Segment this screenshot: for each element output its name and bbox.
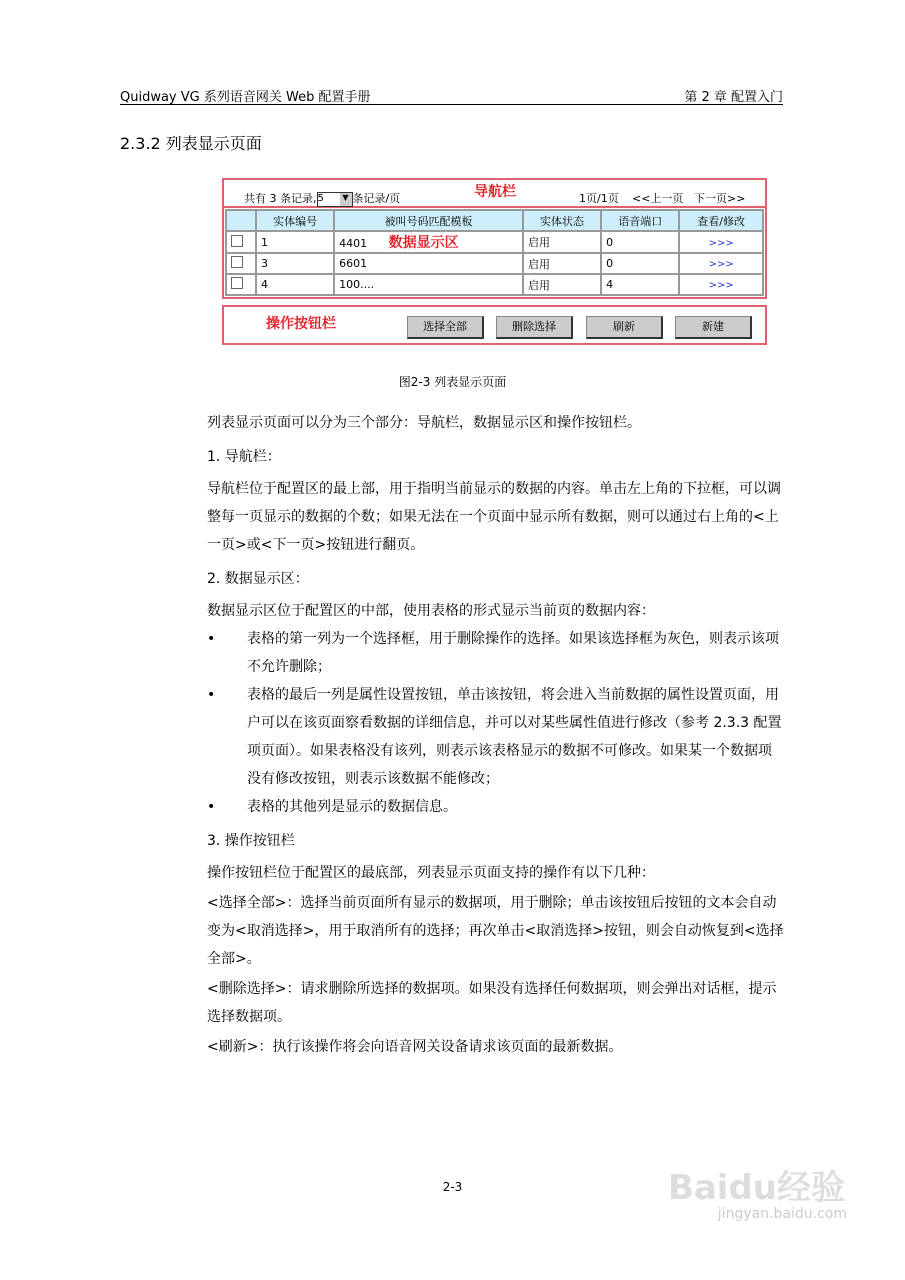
watermark-url: jingyan.baidu.com bbox=[717, 1206, 847, 1222]
list-item: • 表格的其他列是显示的数据信息。 bbox=[247, 793, 785, 821]
new-button[interactable]: 新建 bbox=[675, 316, 752, 339]
edit-link[interactable]: >>> bbox=[708, 237, 734, 249]
data-area bbox=[222, 208, 767, 299]
per-page-select[interactable]: 5 ▼ bbox=[317, 192, 353, 207]
page-indicator: 1页/1页 bbox=[579, 192, 619, 205]
refresh-button[interactable]: 刷新 bbox=[586, 316, 663, 339]
figure bbox=[222, 178, 767, 345]
data-table bbox=[225, 209, 764, 296]
list-item: • 表格的最后一列是属性设置按钮，单击该按钮，将会进入当前数据的属性设置页面，用户可以在该页面察看数据的详细信息，并可以对某些属性值进行修改（参考 2.3.3 配置项页面）。如果表格没有该列，则表示该表格显示的数据不可修改。如果某一个数据项没有修改按钮，则表示该数据不能修改； bbox=[247, 681, 785, 793]
bullet-list bbox=[207, 625, 785, 821]
edit-link[interactable]: >>> bbox=[708, 280, 734, 291]
nav-bar bbox=[222, 178, 767, 208]
page-number: 2-3 bbox=[442, 1180, 463, 1194]
running-header bbox=[120, 86, 783, 105]
per-page-suffix: 条记录/页 bbox=[352, 192, 401, 205]
button-bar-label: 操作按钮栏 bbox=[266, 316, 336, 332]
edit-link[interactable]: >>> bbox=[708, 259, 734, 270]
body-text: 列表显示页面可以分为三个部分：导航栏，数据显示区和操作按钮栏。 1. 导航栏： 导航栏位于配置区的最上部，用于指明当前显示的数据的内容。单击左上角的下拉框，可以调整每一页显示的数据的个数；如果无法在一个页面中显示所有数据，则可以通过右上角的<上一页>或<下一页>按钮进行翻页。 2. 数据显示区： 数据显示区位于配置区的中部，使用表格的形式显示当前页的数据内容： • 表格的第一列为一个选择框，用于删除操作的选择。如果该选择框为灰色，则表示该项不允许删除； • 表格的最后一列是属性设置按钮，单击该按钮，将会进入当前数据的属性设置页面，用户可以在该页面察看数据的详细信息，并可以对某些属性值进行修改（参考 2.3.3 配置项页面）。如果表格没有该列，则表示该表格显示的数据不可修改。如果某一个数据项没有修改按钮，则表示该数据不能修改； • 表格的其他列是显示的数据信息。 3. 操作按钮栏 操作按钮栏位于配置区的最底部，列表显示页面支持的操作有以下几种： <选择全部>：选择当前页面所有显示的数据项，用于删除；单击该按钮后按钮的文本会自动变为<取消选择>，用于取消所有的选择；再次单击<取消选择>按钮，则会自动恢复到<选择全部>。 <删除选择>：请求删除所选择的数据项。如果没有选择任何数据项，则会弹出对话框，提示选择数据项。 <刷新>：执行该操作将会向语音网关设备请求该页面的最新数据。 bbox=[207, 409, 785, 1061]
table-row: 3 6601 启用 0 >>> bbox=[227, 254, 762, 273]
section-title: 2.3.2 列表显示页面 bbox=[120, 134, 262, 153]
list-item: • 表格的第一列为一个选择框，用于删除操作的选择。如果该选择框为灰色，则表示该项不允许删除； bbox=[247, 625, 785, 681]
header-left: Quidway VG 系列语音网关 Web 配置手册 bbox=[120, 90, 371, 105]
table-header: 实体编号 被叫号码匹配模板 实体状态 语音端口 查看/修改 bbox=[227, 211, 762, 230]
subheading: 1. 导航栏： bbox=[207, 449, 281, 465]
button-bar bbox=[222, 305, 767, 345]
header-right: 第 2 章 配置入门 bbox=[684, 90, 783, 105]
table-row: 4 100.... 启用 4 >>> bbox=[227, 275, 762, 294]
table-row: 1 4401 数据显示区 启用 0 >>> bbox=[227, 232, 762, 252]
row-checkbox[interactable] bbox=[231, 256, 243, 268]
subheading: 2. 数据显示区： bbox=[207, 571, 309, 587]
figure-caption: 图2-3 列表显示页面 bbox=[398, 375, 507, 389]
row-checkbox[interactable] bbox=[231, 235, 243, 247]
data-area-label: 数据显示区 bbox=[388, 235, 459, 251]
prev-page-link[interactable]: <<上一页 bbox=[632, 192, 684, 205]
subheading: 3. 操作按钮栏 bbox=[207, 833, 295, 849]
record-total: 共有 3 条记录, bbox=[244, 192, 317, 205]
per-page-control bbox=[244, 190, 400, 207]
select-all-button[interactable]: 选择全部 bbox=[407, 316, 484, 339]
dropdown-arrow-icon: ▼ bbox=[340, 193, 352, 206]
delete-selected-button[interactable]: 删除选择 bbox=[496, 316, 573, 339]
row-checkbox[interactable] bbox=[231, 277, 243, 289]
baidu-watermark-logo: Baidu经验 bbox=[667, 1168, 845, 1208]
next-page-link[interactable]: 下一页>> bbox=[694, 192, 746, 205]
nav-bar-label: 导航栏 bbox=[474, 184, 516, 200]
